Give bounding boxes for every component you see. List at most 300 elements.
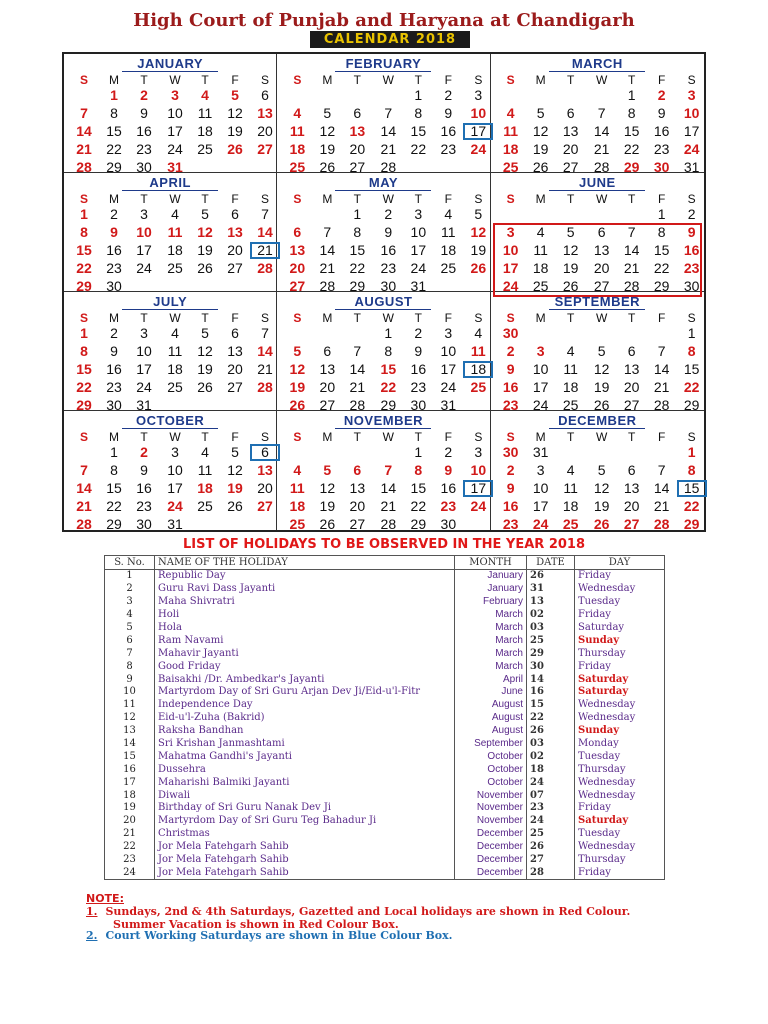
weekday-header: S	[293, 73, 302, 87]
table-row	[105, 802, 665, 815]
weekday-header: S	[474, 311, 483, 325]
day-cell: 26	[532, 159, 549, 175]
note-number: 1.	[86, 905, 98, 918]
day-cell: 8	[687, 343, 696, 359]
weekday-header: T	[140, 73, 148, 87]
day-cell: 18	[463, 361, 493, 378]
day-cell: 7	[657, 462, 666, 478]
day-cell: 9	[414, 343, 423, 359]
day-cell: 21	[349, 379, 366, 395]
day-cell: 2	[444, 87, 453, 103]
day-cell: 23	[136, 141, 152, 157]
weekday-header: F	[444, 430, 452, 444]
weekday-header: T	[414, 311, 422, 325]
day-cell: 22	[683, 379, 700, 395]
day-cell: 12	[197, 224, 213, 240]
day-cell: 29	[106, 159, 122, 175]
day-cell: 8	[627, 105, 636, 121]
day-cell: 10	[470, 105, 487, 121]
day-cell: 3	[474, 87, 483, 103]
holiday-name: Jor Mela Fatehgarh Sahib	[155, 866, 455, 879]
day-cell: 24	[167, 141, 183, 157]
day-cell: 18	[440, 242, 457, 258]
holiday-day: Thursday	[575, 854, 665, 867]
day-cell: 20	[227, 242, 243, 258]
day-cell: 28	[76, 516, 92, 532]
day-cell: 11	[563, 480, 578, 496]
weekday-header: T	[353, 430, 361, 444]
weekday-header: S	[79, 73, 88, 87]
table-row	[105, 634, 665, 647]
day-cell: 11	[470, 343, 486, 359]
day-cell: 8	[414, 462, 423, 478]
day-cell: 5	[293, 343, 302, 359]
weekday-header: S	[79, 430, 88, 444]
day-cell: 3	[536, 343, 545, 359]
holiday-month: March	[455, 609, 527, 622]
day-cell: 10	[410, 224, 427, 240]
holiday-name: Holi	[155, 609, 455, 622]
day-cell: 10	[167, 105, 183, 121]
holiday-sno: 18	[105, 789, 155, 802]
day-cell: 5	[201, 206, 209, 222]
weekday-header: W	[382, 311, 394, 325]
weekday-header: S	[474, 430, 483, 444]
day-cell: 14	[623, 242, 640, 258]
holiday-date: 24	[527, 815, 575, 828]
holiday-date: 03	[527, 622, 575, 635]
weekday-header: S	[506, 192, 515, 206]
day-cell: 11	[197, 105, 213, 121]
day-cell: 18	[197, 123, 213, 139]
holiday-date: 26	[527, 841, 575, 854]
day-cell: 29	[410, 516, 427, 532]
day-cell: 10	[136, 343, 152, 359]
holiday-date: 25	[527, 828, 575, 841]
day-cell: 2	[687, 206, 696, 222]
day-cell: 13	[349, 123, 366, 139]
day-cell: 26	[227, 498, 243, 514]
holiday-sno: 15	[105, 750, 155, 763]
day-cell: 1	[414, 87, 423, 103]
day-cell: 27	[562, 159, 579, 175]
day-cell: 26	[289, 397, 306, 413]
day-cell: 9	[444, 105, 453, 121]
day-cell: 28	[653, 516, 670, 532]
weekday-header: T	[201, 192, 209, 206]
day-cell: 24	[410, 260, 427, 276]
day-cell: 15	[106, 123, 122, 139]
weekday-header: F	[657, 73, 666, 87]
day-cell: 22	[349, 260, 366, 276]
table-row	[105, 673, 665, 686]
month-january	[64, 54, 277, 173]
day-cell: 4	[293, 105, 302, 121]
weekday-header: S	[293, 311, 302, 325]
weekday-header: S	[687, 192, 696, 206]
month-name: OCTOBER	[64, 414, 276, 427]
day-cell: 1	[80, 325, 88, 341]
day-cell: 29	[380, 397, 397, 413]
weekday-header: W	[595, 192, 608, 206]
day-cell: 7	[80, 105, 88, 121]
day-cell: 19	[470, 242, 487, 258]
day-cell: 13	[257, 462, 273, 478]
day-cell: 1	[353, 206, 362, 222]
day-cell: 19	[227, 123, 243, 139]
day-cell: 29	[349, 278, 366, 294]
holiday-day: Sunday	[575, 634, 665, 647]
day-cell: 6	[323, 343, 332, 359]
holiday-name: Diwali	[155, 789, 455, 802]
holiday-name: Raksha Bandhan	[155, 725, 455, 738]
day-cell: 2	[110, 206, 118, 222]
col-header-name: NAME OF THE HOLIDAY	[155, 556, 455, 570]
day-cell: 16	[683, 242, 700, 258]
day-cell: 7	[261, 325, 269, 341]
weekday-header: T	[201, 430, 209, 444]
holiday-date: 26	[527, 725, 575, 738]
day-cell: 25	[289, 516, 306, 532]
day-cell: 20	[623, 379, 640, 395]
day-cell: 1	[80, 206, 88, 222]
holiday-name: Eid-u'l-Zuha (Bakrid)	[155, 712, 455, 725]
holiday-day: Thursday	[575, 647, 665, 660]
holiday-month: September	[455, 738, 527, 751]
holiday-name: Independence Day	[155, 699, 455, 712]
holiday-name: Ram Navami	[155, 634, 455, 647]
day-cell: 5	[597, 343, 606, 359]
weekday-header: M	[109, 430, 119, 444]
month-name: MAY	[277, 176, 489, 189]
day-cell: 18	[289, 141, 306, 157]
day-cell: 11	[503, 123, 519, 139]
table-row	[105, 570, 665, 583]
day-cell: 14	[76, 480, 92, 496]
day-cell: 21	[380, 498, 397, 514]
day-cell: 5	[566, 224, 575, 240]
day-cell: 10	[502, 242, 519, 258]
holiday-date: 02	[527, 750, 575, 763]
day-cell: 15	[76, 361, 92, 377]
day-cell: 11	[289, 123, 305, 139]
weekday-header: F	[231, 311, 239, 325]
holiday-month: November	[455, 815, 527, 828]
weekday-header: T	[201, 73, 209, 87]
weekday-header: T	[414, 73, 422, 87]
day-cell: 7	[323, 224, 332, 240]
day-cell: 21	[257, 361, 273, 377]
day-cell: 4	[201, 87, 209, 103]
day-cell: 27	[319, 397, 336, 413]
day-cell: 16	[410, 361, 427, 377]
day-cell: 8	[687, 462, 696, 478]
day-cell: 15	[623, 123, 640, 139]
day-cell: 20	[227, 361, 243, 377]
day-cell: 16	[440, 480, 457, 496]
day-cell: 6	[293, 224, 302, 240]
holiday-sno: 3	[105, 596, 155, 609]
day-cell: 22	[380, 379, 397, 395]
day-cell: 20	[349, 498, 366, 514]
day-cell: 26	[197, 260, 213, 276]
col-header-month: MONTH	[455, 556, 527, 570]
weekday-header: S	[506, 430, 515, 444]
day-cell: 21	[76, 141, 92, 157]
weekday-header: T	[353, 73, 361, 87]
day-cell: 23	[106, 260, 122, 276]
day-cell: 27	[349, 159, 366, 175]
day-cell: 19	[532, 141, 549, 157]
table-row	[105, 789, 665, 802]
day-cell: 15	[349, 242, 366, 258]
holidays-list-title: LIST OF HOLIDAYS TO BE OBSERVED IN THE YEAR 2018	[183, 537, 585, 552]
weekday-header: F	[657, 192, 666, 206]
holiday-sno: 12	[105, 712, 155, 725]
day-cell: 17	[167, 123, 183, 139]
day-cell: 26	[197, 379, 213, 395]
day-cell: 18	[197, 480, 213, 496]
day-cell: 22	[410, 498, 427, 514]
day-cell: 24	[167, 498, 183, 514]
day-cell: 6	[627, 462, 636, 478]
day-cell: 17	[683, 123, 700, 139]
holiday-day: Friday	[575, 866, 665, 879]
day-cell: 23	[106, 379, 122, 395]
weekday-header: F	[444, 73, 452, 87]
day-cell: 10	[440, 343, 457, 359]
holiday-month: March	[455, 660, 527, 673]
table-row	[105, 660, 665, 673]
day-cell: 28	[349, 397, 366, 413]
day-cell: 16	[440, 123, 457, 139]
day-cell: 26	[319, 516, 336, 532]
day-cell: 15	[380, 361, 397, 377]
holiday-month: October	[455, 750, 527, 763]
note-item-1	[86, 905, 696, 931]
day-cell: 5	[231, 87, 239, 103]
day-cell: 4	[293, 462, 302, 478]
day-cell: 17	[167, 480, 183, 496]
holiday-day: Tuesday	[575, 750, 665, 763]
day-cell: 15	[683, 361, 700, 377]
day-cell: 21	[653, 498, 670, 514]
day-cell: 15	[410, 480, 427, 496]
day-cell: 3	[140, 206, 148, 222]
holiday-month: April	[455, 673, 527, 686]
weekday-header: W	[595, 311, 608, 325]
day-cell: 17	[532, 498, 549, 514]
holiday-name: Baisakhi /Dr. Ambedkar's Jayanti	[155, 673, 455, 686]
weekday-header: W	[169, 311, 181, 325]
day-cell: 20	[257, 123, 273, 139]
day-cell: 23	[136, 498, 152, 514]
holiday-name: Good Friday	[155, 660, 455, 673]
weekday-header: F	[444, 192, 452, 206]
weekday-header: S	[687, 73, 696, 87]
day-cell: 24	[440, 379, 457, 395]
day-cell: 14	[257, 224, 273, 240]
holiday-day: Monday	[575, 738, 665, 751]
day-cell: 19	[197, 361, 213, 377]
day-cell: 25	[167, 379, 183, 395]
holiday-sno: 20	[105, 815, 155, 828]
day-cell: 2	[140, 87, 148, 103]
holiday-date: 24	[527, 776, 575, 789]
day-cell: 18	[502, 141, 519, 157]
day-cell: 9	[110, 224, 118, 240]
day-cell: 28	[319, 278, 336, 294]
weekday-header: T	[353, 192, 361, 206]
weekday-header: M	[322, 192, 333, 206]
weekday-header: T	[566, 192, 575, 206]
holiday-name: Birthday of Sri Guru Nanak Dev Ji	[155, 802, 455, 815]
weekday-header: W	[595, 430, 608, 444]
day-cell: 21	[653, 379, 670, 395]
day-cell: 14	[380, 123, 397, 139]
day-cell: 11	[533, 242, 548, 258]
holiday-name: Dussehra	[155, 763, 455, 776]
table-row	[105, 866, 665, 879]
weekday-header: M	[322, 430, 333, 444]
weekday-header: T	[627, 73, 636, 87]
day-cell: 19	[319, 141, 336, 157]
day-cell: 21	[380, 141, 397, 157]
day-cell: 19	[593, 379, 610, 395]
day-cell: 27	[227, 379, 243, 395]
day-cell: 6	[231, 206, 239, 222]
holiday-day: Wednesday	[575, 776, 665, 789]
holiday-day: Wednesday	[575, 841, 665, 854]
day-cell: 18	[167, 242, 183, 258]
day-cell: 30	[106, 397, 122, 413]
weekday-header: S	[79, 311, 88, 325]
holiday-month: October	[455, 763, 527, 776]
day-cell: 23	[410, 379, 427, 395]
holiday-name: Maha Shivratri	[155, 596, 455, 609]
weekday-header: S	[474, 73, 483, 87]
day-cell: 5	[231, 444, 239, 460]
weekday-header: W	[169, 192, 181, 206]
day-cell: 8	[80, 343, 88, 359]
day-cell: 6	[627, 343, 636, 359]
holiday-month: January	[455, 583, 527, 596]
table-row	[105, 609, 665, 622]
weekday-header: S	[260, 311, 269, 325]
day-cell: 13	[227, 224, 243, 240]
day-cell: 4	[506, 105, 515, 121]
month-name: JANUARY	[64, 57, 276, 70]
day-cell: 30	[683, 278, 700, 294]
holiday-date: 25	[527, 634, 575, 647]
holiday-day: Wednesday	[575, 789, 665, 802]
day-cell: 15	[106, 480, 122, 496]
day-cell: 9	[506, 480, 515, 496]
weekday-header: F	[231, 192, 239, 206]
holiday-name: Martyrdom Day of Sri Guru Arjan Dev Ji/Eid-u'l-Fitr	[155, 686, 455, 699]
holiday-month: December	[455, 841, 527, 854]
day-cell: 14	[349, 361, 366, 377]
day-cell: 25	[532, 278, 549, 294]
day-cell: 13	[319, 361, 336, 377]
holiday-day: Saturday	[575, 815, 665, 828]
day-cell: 22	[106, 498, 122, 514]
day-cell: 15	[677, 480, 707, 497]
weekday-header: M	[535, 430, 546, 444]
day-cell: 3	[171, 444, 179, 460]
day-cell: 30	[502, 444, 519, 460]
day-cell: 4	[171, 206, 179, 222]
weekday-header: M	[109, 311, 119, 325]
day-cell: 29	[106, 516, 122, 532]
weekday-header: T	[566, 430, 575, 444]
holiday-name: Jor Mela Fatehgarh Sahib	[155, 854, 455, 867]
day-cell: 7	[80, 462, 88, 478]
day-cell: 8	[110, 462, 118, 478]
day-cell: 10	[532, 480, 549, 496]
holiday-month: December	[455, 828, 527, 841]
day-cell: 2	[506, 462, 515, 478]
day-cell: 3	[687, 87, 696, 103]
day-cell: 12	[593, 480, 610, 496]
holiday-month: August	[455, 712, 527, 725]
day-cell: 24	[532, 397, 549, 413]
note-text: Sundays, 2nd & 4th Saturdays, Gazetted and Local holidays are shown in Red Colour.	[105, 905, 631, 918]
day-cell: 31	[440, 397, 457, 413]
holiday-date: 22	[527, 712, 575, 725]
day-cell: 1	[627, 87, 636, 103]
holiday-sno: 7	[105, 647, 155, 660]
weekday-header: M	[535, 73, 546, 87]
day-cell: 17	[463, 480, 493, 497]
day-cell: 7	[657, 343, 666, 359]
day-cell: 9	[110, 343, 118, 359]
day-cell: 23	[380, 260, 397, 276]
day-cell: 12	[562, 242, 579, 258]
month-june	[491, 173, 704, 292]
month-july	[64, 292, 277, 411]
day-cell: 1	[687, 325, 696, 341]
day-cell: 1	[414, 444, 423, 460]
day-cell: 27	[257, 498, 273, 514]
month-name: JULY	[64, 295, 276, 308]
holiday-day: Wednesday	[575, 699, 665, 712]
holiday-sno: 6	[105, 634, 155, 647]
table-row	[105, 583, 665, 596]
day-cell: 23	[683, 260, 700, 276]
weekday-header: W	[382, 430, 394, 444]
day-cell: 19	[593, 498, 610, 514]
table-row	[105, 686, 665, 699]
calendar-year-banner: CALENDAR 2018	[310, 31, 470, 48]
day-cell: 25	[562, 397, 579, 413]
day-cell: 18	[167, 361, 183, 377]
holiday-month: November	[455, 789, 527, 802]
day-cell: 11	[441, 224, 456, 240]
day-cell: 23	[440, 498, 457, 514]
day-cell: 9	[140, 462, 148, 478]
day-cell: 13	[593, 242, 610, 258]
holiday-date: 31	[527, 583, 575, 596]
weekday-header: W	[595, 73, 608, 87]
holiday-day: Tuesday	[575, 596, 665, 609]
month-august	[277, 292, 490, 411]
day-cell: 17	[532, 379, 549, 395]
weekday-header: T	[140, 192, 148, 206]
day-cell: 22	[76, 379, 92, 395]
note-text-continued: Summer Vacation is shown in Red Colour Box.	[113, 918, 399, 931]
day-cell: 2	[384, 206, 393, 222]
